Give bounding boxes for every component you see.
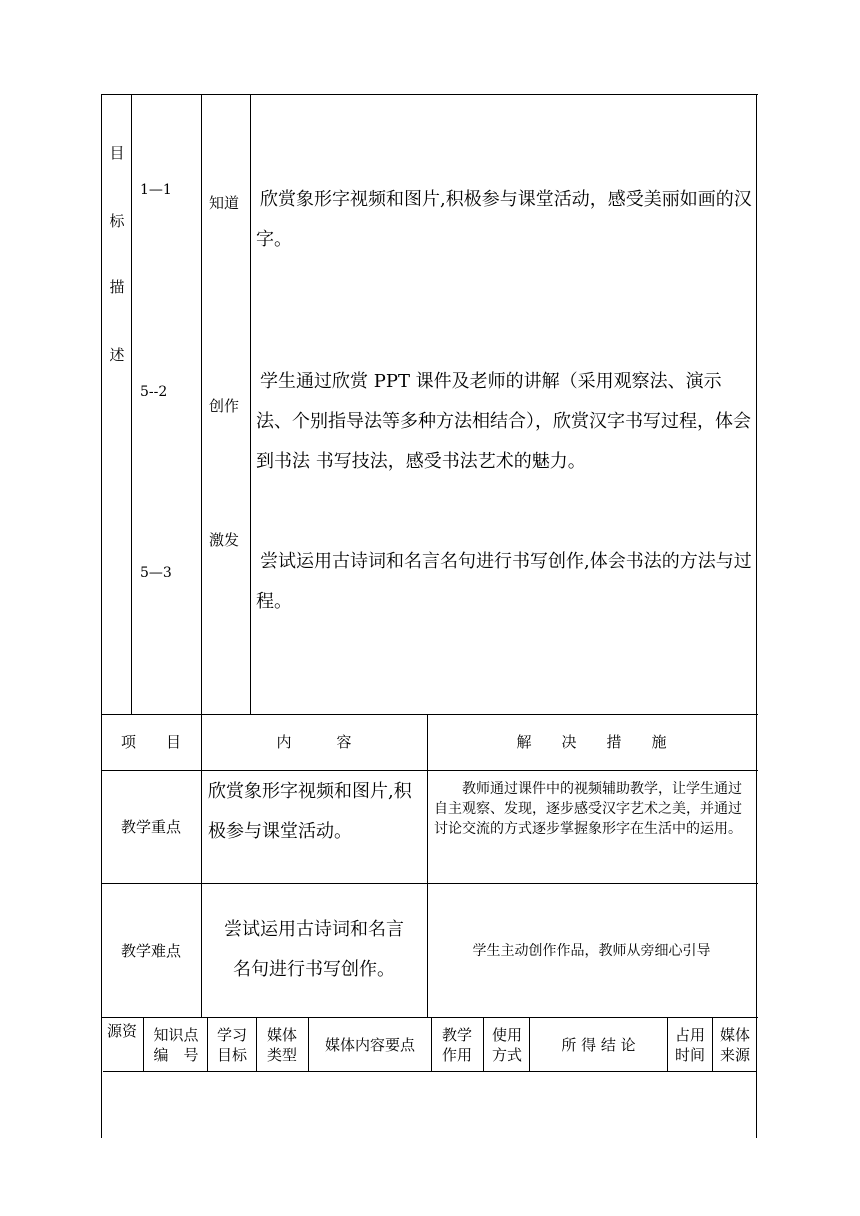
- row-measures: 教师通过课件中的视频辅助教学，让学生通过自主观察、发现，逐步感受汉字艺术之美，并通过讨论交流的方式逐步掌握象形字在生活中的运用。: [434, 781, 742, 837]
- col-header-learning-goal: 学习目标: [216, 1026, 247, 1064]
- objectives-label-char: 目: [109, 144, 125, 162]
- col-header-resource: 源资: [106, 1022, 137, 1040]
- objective-text: 尝试运用古诗词和名言名句进行书写创作,体会书法的方法与过程。: [256, 551, 752, 612]
- objective-text: 欣赏象形字视频和图片,积极参与课堂活动，感受美丽如画的汉字。: [256, 189, 752, 250]
- col-header-conclusion: 所 得 结 论: [561, 1036, 636, 1054]
- col-header-source: 媒体来源: [719, 1026, 750, 1064]
- col-header-media-type: 媒体类型: [266, 1026, 297, 1064]
- objective-verb: 知道: [209, 194, 240, 212]
- row-content: 尝试运用古诗词和名言名句进行书写创作。: [224, 919, 404, 980]
- objective-code: 1—1: [140, 182, 172, 198]
- header-content: 内 容: [276, 733, 352, 751]
- col-header-teaching-role: 教学作用: [441, 1026, 472, 1064]
- col-header-usage: 使用方式: [491, 1026, 522, 1064]
- objective-verb: 激发: [209, 531, 240, 549]
- header-item: 项 目: [120, 733, 181, 751]
- row-measures: 学生主动创作作品，教师从旁细心引导: [472, 943, 711, 959]
- col-header-time: 占用时间: [674, 1026, 705, 1064]
- col-header-knowledge-point: 知识点编 号: [153, 1026, 199, 1064]
- objective-verb: 创作: [209, 397, 240, 415]
- objectives-label-char: 述: [109, 346, 125, 364]
- col-header-media-content: 媒体内容要点: [324, 1036, 415, 1054]
- row-item-label: 教学重点: [120, 818, 181, 836]
- objective-code: 5—3: [140, 565, 172, 581]
- header-measures: 解 决 措 施: [516, 733, 667, 751]
- row-content: 欣赏象形字视频和图片,积极参与课堂活动。: [208, 781, 412, 842]
- objective-text: 学生通过欣赏 PPT 课件及老师的讲解（采用观察法、演示法、个别指导法等多种方法相结合），欣赏汉字书写过程，体会到书法 书写技法，感受书法艺术的魅力。: [256, 371, 751, 472]
- objectives-label-char: 描: [109, 278, 125, 296]
- objective-code: 5--2: [140, 384, 168, 400]
- row-item-label: 教学难点: [120, 941, 181, 960]
- objectives-label-char: 标: [109, 212, 125, 230]
